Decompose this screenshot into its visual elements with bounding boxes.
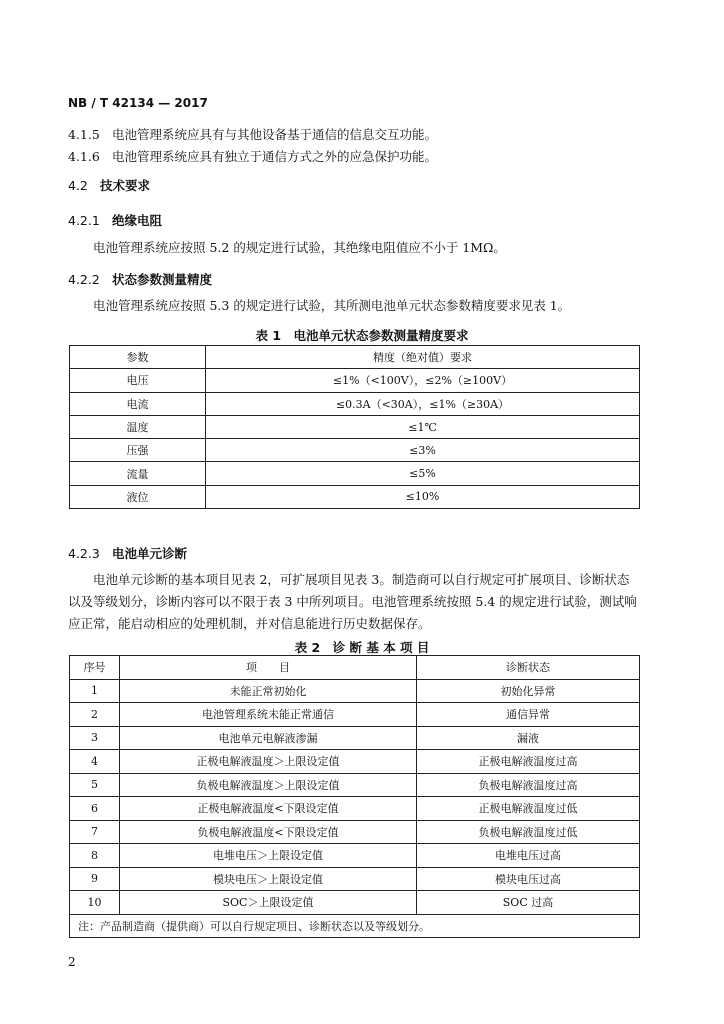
table-2 [69, 655, 640, 938]
clause-4-1-6 [68, 147, 437, 165]
table-cell: ≤5% [206, 462, 640, 485]
section-heading-4-2 [68, 176, 150, 194]
table-cell: 模块电压过高 [417, 867, 640, 891]
table-note: 注：产品制造商（提供商）可以自行规定项目、诊断状态以及等级划分。 [70, 914, 640, 938]
table-cell: 5 [70, 773, 120, 797]
table-row [70, 369, 640, 392]
table-cell: 漏液 [417, 726, 640, 750]
table-cell: 电池单元电解液渗漏 [120, 726, 417, 750]
table-row [70, 726, 640, 750]
table-cell: ≤1℃ [206, 415, 640, 438]
clause-number: 4.1.6 [68, 149, 100, 164]
section-title: 电池单元诊断 [112, 546, 188, 561]
table-cell: 负极电解液温度过高 [417, 773, 640, 797]
paragraph-line: 应正常，能启动相应的处理机制，并对信息能进行历史数据保存。 [68, 616, 431, 631]
clause-4-1-5 [68, 125, 437, 143]
paragraph-line: 以及等级划分，诊断内容可以不限于表 3 中所列项目。电池管理系统按照 5.4 的规定进行试验，测试响 [68, 594, 637, 609]
clause-number: 4.1.5 [68, 127, 100, 142]
section-number: 4.2.1 [68, 213, 100, 228]
table-cell: 7 [70, 820, 120, 844]
paragraph-4-2-1: 电池管理系统应按照 5.2 的规定进行试验，其绝缘电阻值应不小于 1MΩ。 [93, 240, 506, 255]
table-cell: SOC 过高 [417, 891, 640, 915]
section-number: 4.2.2 [68, 272, 100, 287]
table-cell: 电池管理系统未能正常通信 [120, 703, 417, 727]
standard-code: NB / T 42134 — 2017 [68, 96, 208, 110]
table-row [70, 703, 640, 727]
table-cell: 初始化异常 [417, 679, 640, 703]
table-cell: 液位 [70, 485, 206, 508]
table-row [70, 773, 640, 797]
table-cell: 正极电解液温度<下限设定值 [120, 797, 417, 821]
table-1-title: 表 1 电池单元状态参数测量精度要求 [255, 328, 469, 343]
column-header: 参数 [70, 346, 206, 369]
table-cell: 流量 [70, 462, 206, 485]
table-cell: 2 [70, 703, 120, 727]
table-header-row [70, 656, 640, 680]
table-cell: 4 [70, 750, 120, 774]
table-row [70, 820, 640, 844]
page-number: 2 [68, 955, 76, 969]
table-cell: 未能正常初始化 [120, 679, 417, 703]
table-cell: ≤10% [206, 485, 640, 508]
table-row [70, 462, 640, 485]
table-note-row [70, 914, 640, 938]
table-cell: 负极电解液温度＞上限设定值 [120, 773, 417, 797]
table-2-title: 表 2 诊 断 基 本 项 目 [294, 640, 430, 655]
table-cell: 正极电解液温度过高 [417, 750, 640, 774]
table-row [70, 415, 640, 438]
section-heading-4-2-3 [68, 544, 187, 562]
table-cell: 通信异常 [417, 703, 640, 727]
clause-text: 电池管理系统应具有独立于通信方式之外的应急保护功能。 [112, 149, 438, 164]
clause-text: 电池管理系统应具有与其他设备基于通信的信息交互功能。 [112, 127, 438, 142]
column-header: 序号 [70, 656, 120, 680]
table-cell: 3 [70, 726, 120, 750]
table-row [70, 750, 640, 774]
table-header-row [70, 346, 640, 369]
section-title: 技术要求 [100, 178, 151, 193]
table-row [70, 797, 640, 821]
table-cell: 电堆电压＞上限设定值 [120, 844, 417, 868]
table-cell: 压强 [70, 439, 206, 462]
paragraph-4-2-2: 电池管理系统应按照 5.3 的规定进行试验，其所测电池单元状态参数精度要求见表 1。 [93, 298, 571, 313]
table-cell: 模块电压＞上限设定值 [120, 867, 417, 891]
table-cell: ≤3% [206, 439, 640, 462]
section-title: 状态参数测量精度 [112, 272, 213, 287]
table-cell: 9 [70, 867, 120, 891]
section-heading-4-2-1 [68, 211, 162, 229]
table-cell: 电压 [70, 369, 206, 392]
table-row [70, 891, 640, 915]
table-cell: 1 [70, 679, 120, 703]
table-row [70, 392, 640, 415]
table-cell: 正极电解液温度＞上限设定值 [120, 750, 417, 774]
table-cell: 负极电解液温度<下限设定值 [120, 820, 417, 844]
table-row [70, 485, 640, 508]
section-number: 4.2.3 [68, 546, 100, 561]
table-cell: 温度 [70, 415, 206, 438]
paragraph-line: 电池单元诊断的基本项目见表 2，可扩展项目见表 3。制造商可以自行规定可扩展项目、诊断状态 [93, 572, 630, 587]
table-row [70, 439, 640, 462]
table-row [70, 867, 640, 891]
table-cell: 正极电解液温度过低 [417, 797, 640, 821]
table-cell: SOC＞上限设定值 [120, 891, 417, 915]
table-cell: ≤1%（<100V），≤2%（≥100V） [206, 369, 640, 392]
table-row [70, 844, 640, 868]
table-cell: 8 [70, 844, 120, 868]
section-title: 绝缘电阻 [112, 213, 163, 228]
section-heading-4-2-2 [68, 270, 212, 288]
table-cell: 电流 [70, 392, 206, 415]
table-cell: 电堆电压过高 [417, 844, 640, 868]
column-header: 项 目 [120, 656, 417, 680]
table-row [70, 679, 640, 703]
column-header: 精度（绝对值）要求 [206, 346, 640, 369]
section-number: 4.2 [68, 178, 88, 193]
table-1 [69, 345, 640, 509]
table-cell: ≤0.3A（<30A），≤1%（≥30A） [206, 392, 640, 415]
table-cell: 10 [70, 891, 120, 915]
column-header: 诊断状态 [417, 656, 640, 680]
table-cell: 6 [70, 797, 120, 821]
table-cell: 负极电解液温度过低 [417, 820, 640, 844]
